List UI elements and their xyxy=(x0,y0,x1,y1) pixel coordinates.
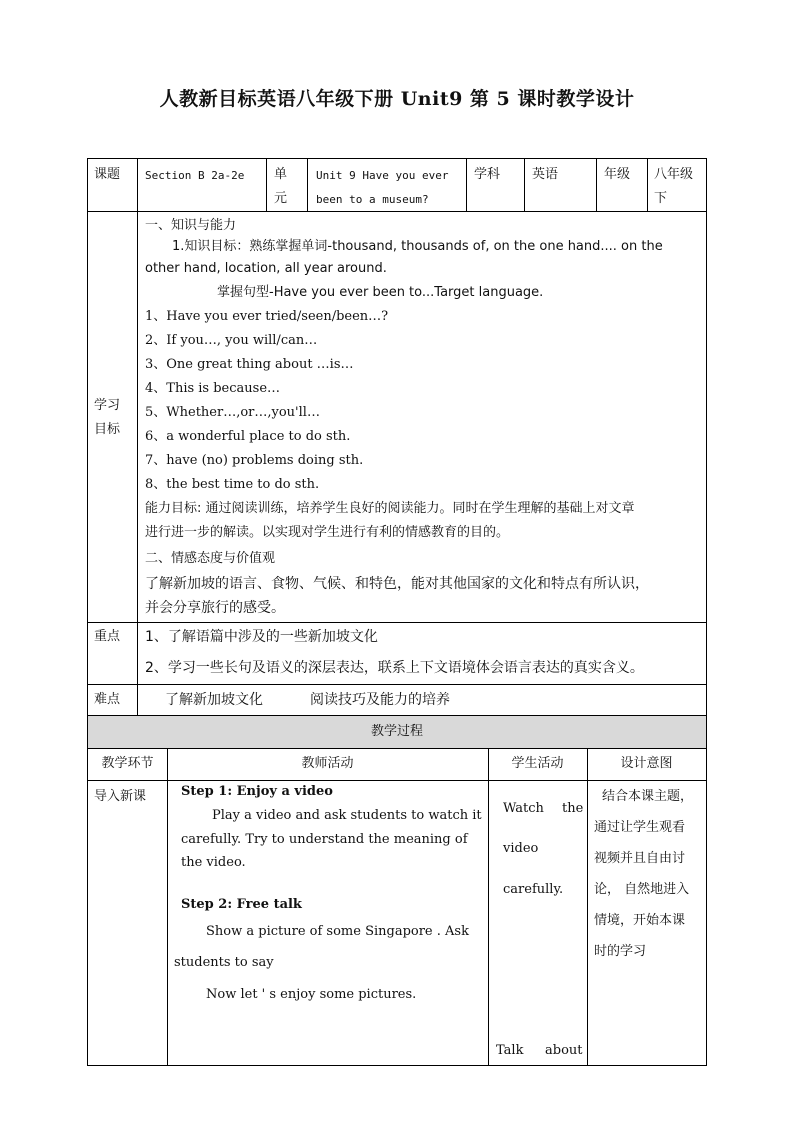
design-intent-line: 视频并且自由讨 xyxy=(594,851,686,866)
step2-line: Show a picture of some Singapore . Ask xyxy=(206,924,469,939)
table-border-right xyxy=(706,158,707,1065)
design-intent-line: 时的学习 xyxy=(594,944,647,959)
objectives-line: 1、Have you ever tried/seen/been…? xyxy=(145,309,389,324)
objectives-line: 二、情感态度与价值观 xyxy=(145,551,276,566)
objectives-line: 6、a wonderful place to do sth. xyxy=(145,429,351,444)
objectives-line: 3、One great thing about …is… xyxy=(145,357,354,372)
objectives-line: 4、This is because… xyxy=(145,381,281,396)
objectives-label: 目标 xyxy=(94,422,121,437)
difficulty-item: 阅读技巧及能力的培养 xyxy=(310,692,450,708)
design-intent-line: 结合本课主题， xyxy=(602,789,694,804)
step1-line: the video. xyxy=(181,855,246,870)
student-activity: Talk xyxy=(496,1043,524,1058)
student-activity: about xyxy=(545,1043,583,1058)
step2-line: Now let ' s enjoy some pictures. xyxy=(206,987,417,1002)
process-heading: 教学过程 xyxy=(370,724,423,739)
col-divider xyxy=(524,158,525,211)
objectives-line: 1.知识目标：熟练掌握单词-thousand, thousands of, on the one hand.... on the xyxy=(172,239,663,254)
student-activity: Watch xyxy=(503,801,544,816)
step1-line: Play a video and ask students to watch it xyxy=(212,808,482,823)
student-activity: carefully. xyxy=(503,882,564,897)
row-divider xyxy=(87,622,707,623)
unit-label: 单 xyxy=(274,167,288,182)
subject-value: 英语 xyxy=(532,167,559,182)
design-intent-line: 论， 自然地进入 xyxy=(594,882,690,897)
objectives-line: 了解新加坡的语言、食物、气候、和特色，能对其他国家的文化和特点有所认识， xyxy=(145,576,649,592)
row-divider xyxy=(87,748,707,749)
col-divider xyxy=(466,158,467,211)
key-point-item: 1、了解语篇中涉及的一些新加坡文化 xyxy=(145,629,378,645)
key-point-item: 2、学习一些长句及语义的深层表达，联系上下文语境体会语言表达的真实含义。 xyxy=(145,660,644,676)
design-intent-line: 情境，开始本课 xyxy=(594,913,686,928)
table-border-bottom xyxy=(87,1065,707,1066)
student-activity: the xyxy=(562,801,584,816)
objectives-line: 并会分享旅行的感受。 xyxy=(145,600,285,616)
col-divider xyxy=(488,748,489,1065)
row-divider xyxy=(87,684,707,685)
key-points-label: 重点 xyxy=(94,629,121,644)
subject-label: 学科 xyxy=(474,167,501,182)
col-divider xyxy=(596,158,597,211)
unit-value: Unit 9 Have you ever xyxy=(316,169,449,182)
objectives-line: 5、Whether…,or…,you'll… xyxy=(145,405,320,420)
table-border-left xyxy=(87,158,88,1065)
objectives-line: 进行进一步的解读。以实现对学生进行有利的情感教育的目的。 xyxy=(145,525,510,540)
row-divider xyxy=(87,211,707,212)
grade-value: 八年级 xyxy=(654,167,694,182)
objectives-line: 2、If you…, you will/can… xyxy=(145,333,318,348)
page-title: 人教新目标英语八年级下册 Unit9 第 5 课时教学设计 xyxy=(159,88,635,110)
topic-label: 课题 xyxy=(94,167,121,182)
col-divider xyxy=(137,158,138,715)
step2-line: students to say xyxy=(174,955,274,970)
objectives-line: other hand, location, all year around. xyxy=(145,261,387,276)
difficulty-item: 了解新加坡文化 xyxy=(165,692,263,708)
difficulties-label: 难点 xyxy=(94,692,121,707)
unit-label: 元 xyxy=(274,191,288,206)
objectives-line: 7、have (no) problems doing sth. xyxy=(145,453,364,468)
grade-label: 年级 xyxy=(604,167,631,182)
grade-value: 下 xyxy=(654,191,668,206)
col-divider xyxy=(307,158,308,211)
topic-value: Section B 2a-2e xyxy=(145,169,245,182)
objectives-line: 掌握句型-Have you ever been to...Target language. xyxy=(217,285,544,300)
row-divider xyxy=(87,780,707,781)
col-divider xyxy=(266,158,267,211)
col-divider xyxy=(647,158,648,211)
unit-value: been to a museum? xyxy=(316,193,429,206)
col-header-student: 学生活动 xyxy=(511,756,564,771)
design-intent-line: 通过让学生观看 xyxy=(594,820,686,835)
step1-line: carefully. Try to understand the meaning of xyxy=(181,832,468,847)
col-divider xyxy=(167,748,168,1065)
col-header-stage: 教学环节 xyxy=(101,756,154,771)
col-header-intent: 设计意图 xyxy=(620,756,673,771)
objectives-label: 学习 xyxy=(94,398,121,413)
step1-title: Step 1: Enjoy a video xyxy=(181,784,333,799)
student-activity: video xyxy=(503,841,539,856)
objectives-line: 一、知识与能力 xyxy=(145,218,237,233)
step2-title: Step 2: Free talk xyxy=(181,897,302,912)
col-header-teacher: 教师活动 xyxy=(301,756,354,771)
col-divider xyxy=(587,748,588,1065)
stage-value: 导入新课 xyxy=(94,789,147,804)
table-border-top xyxy=(87,158,707,159)
objectives-line: 能力目标: 通过阅读训练，培养学生良好的阅读能力。同时在学生理解的基础上对文章 xyxy=(145,501,635,516)
objectives-line: 8、the best time to do sth. xyxy=(145,477,320,492)
